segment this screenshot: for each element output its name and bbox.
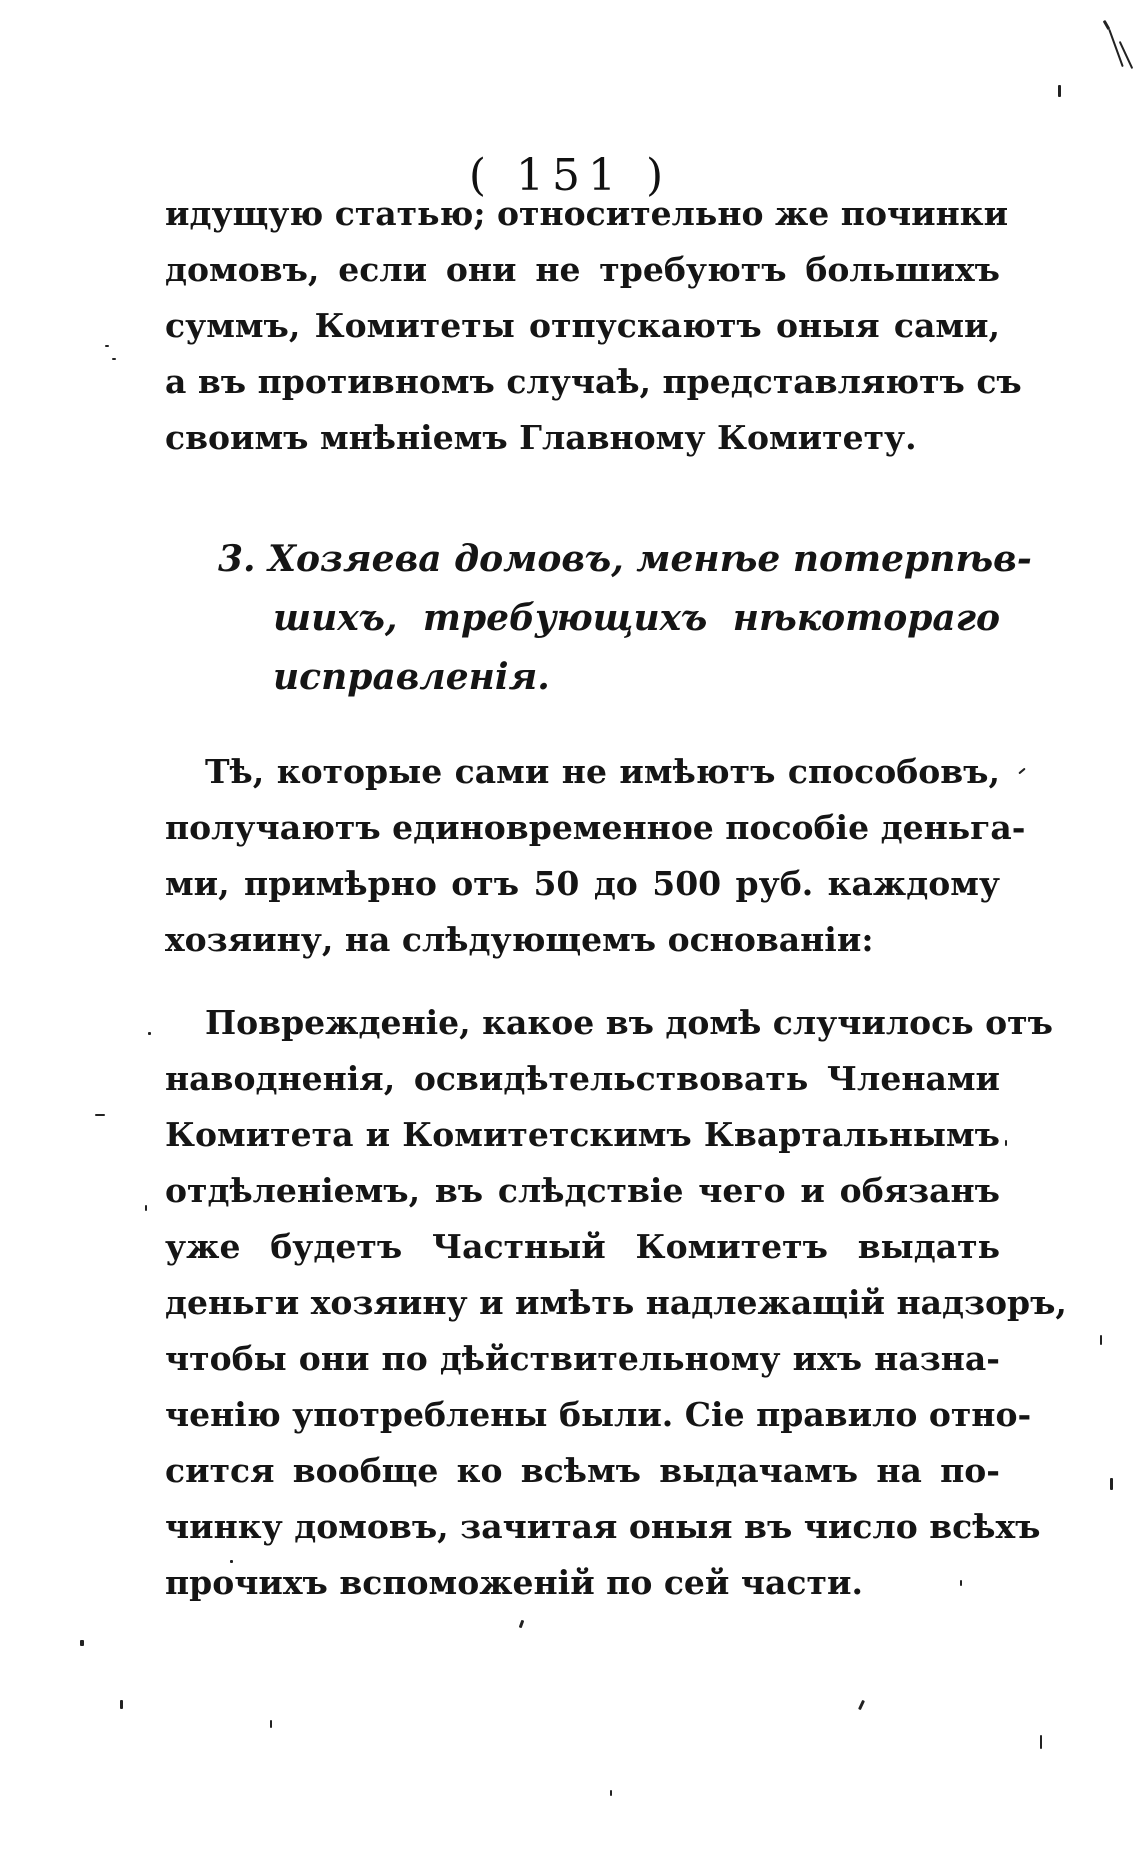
heading-line: шихъ, требующихъ нѣкотораго <box>273 597 1000 639</box>
paragraph-damage-rules <box>165 995 1067 1611</box>
text-line: уже будетъ Частный Комитетъ выдать <box>165 1227 1000 1266</box>
text-line: сится вообще ко всѣмъ выдачамъ на по- <box>165 1451 1000 1490</box>
text-line: отдѣленіемъ, въ слѣдствіе чего и обязанъ <box>165 1171 1000 1210</box>
text-line: деньги хозяину и имѣть надлежащій надзоръ, <box>165 1283 1067 1322</box>
text-line: ченію употреблены были. Сіе правило отно- <box>165 1395 1032 1434</box>
text-line: а въ противномъ случаѣ, представляютъ съ <box>165 362 1022 401</box>
text-line: Комитета и Комитетскимъ Квартальнымъ <box>165 1115 1000 1154</box>
text-line: своимъ мнѣніемъ Главному Комитету. <box>165 418 917 457</box>
text-line: идущую статью; относительно же починки <box>165 194 1009 233</box>
heading-line: 3. Хозяева домовъ, менѣе потерпѣв- <box>218 538 1032 580</box>
text-line: чтобы они по дѣйствительному ихъ назна- <box>165 1339 1000 1378</box>
text-line: чинку домовъ, зачитая оныя въ число всѣхъ <box>165 1507 1041 1546</box>
text-line: прочихъ вспоможеній по сей части. <box>165 1563 863 1602</box>
text-line: хозяину, на слѣдующемъ основаніи: <box>165 920 874 959</box>
page-number: ( 151 ) <box>468 150 672 201</box>
text-line: Поврежденіе, какое въ домѣ случилось отъ <box>205 1003 1053 1042</box>
text-line: домовъ, если они не требуютъ большихъ <box>165 250 1000 289</box>
text-line: получаютъ единовременное пособіе деньга- <box>165 808 1026 847</box>
text-line: ми, примѣрно отъ 50 до 500 руб. каждому <box>165 864 1000 903</box>
paragraph-assistance <box>165 744 1026 968</box>
text-line: суммъ, Комитеты отпускаютъ оныя сами, <box>165 306 1000 345</box>
text-line: наводненія, освидѣтельствовать Членами <box>165 1059 1000 1098</box>
text-line: Тѣ, которые сами не имѣютъ способовъ, <box>205 752 1000 791</box>
paragraph-continuation <box>165 186 1022 466</box>
heading-line: исправленія. <box>273 656 550 698</box>
section-heading <box>218 530 1032 707</box>
